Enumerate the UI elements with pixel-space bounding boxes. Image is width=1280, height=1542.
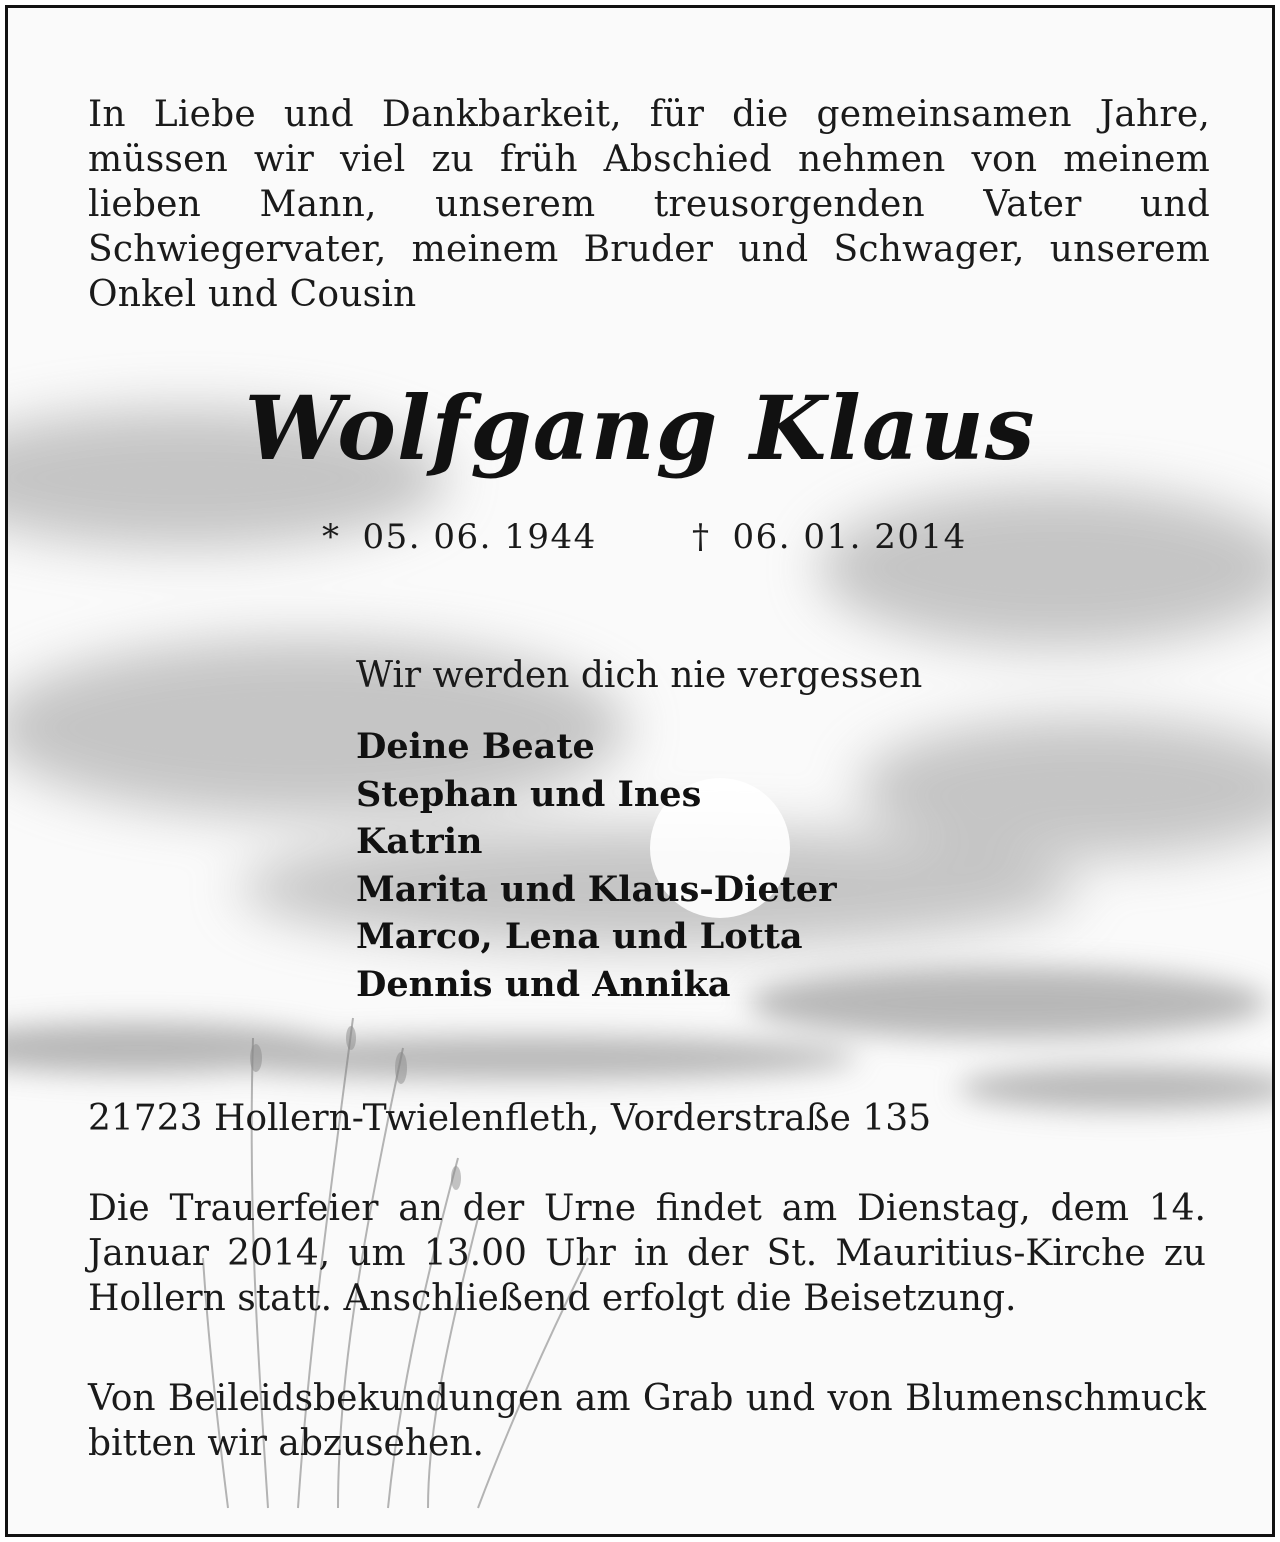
obituary-notice <box>5 5 1275 1537</box>
family-member: Marita und Klaus-Dieter <box>356 868 837 910</box>
death-date: 06. 01. 2014 <box>732 517 967 557</box>
family-list <box>356 723 837 1008</box>
family-member: Deine Beate <box>356 726 595 767</box>
deceased-name: Wolfgang Klaus <box>244 376 1036 480</box>
tagline: Wir werden dich nie vergessen <box>356 655 923 696</box>
family-member: Marco, Lena und Lotta <box>356 916 803 957</box>
family-member: Dennis und Annika <box>356 963 731 1005</box>
intro-text: In Liebe und Dankbarkeit, für die gemeinsamen Jahre, müssen wir viel zu früh Abschied nehmen von meinem lieben Mann, unserem treusorgenden Vater und Schwiegervater, meinem Bruder und Schwager, unserem Onkel und Cousin <box>88 94 1210 315</box>
family-member: Katrin <box>356 821 483 862</box>
birth-star-icon: * <box>322 517 341 557</box>
birth-date: 05. 06. 1944 <box>362 517 597 557</box>
ceremony-text: Die Trauerfeier an der Urne findet am Dienstag, dem 14. Januar 2014, um 13.00 Uhr in der St. Mauritius-Kirche zu Hollern statt. Anschließend erfolgt die Beisetzung. <box>88 1188 1206 1319</box>
address: 21723 Hollern-Twielenfleth, Vorderstraße 135 <box>88 1098 932 1139</box>
family-member: Stephan und Ines <box>356 773 702 815</box>
death-cross-icon: † <box>692 517 711 557</box>
condolence-text: Von Beileidsbekundungen am Grab und von Blumenschmuck bitten wir abzusehen. <box>88 1378 1206 1464</box>
birth-date-group <box>322 513 597 561</box>
death-date-group <box>692 513 967 561</box>
life-dates <box>8 513 1272 561</box>
